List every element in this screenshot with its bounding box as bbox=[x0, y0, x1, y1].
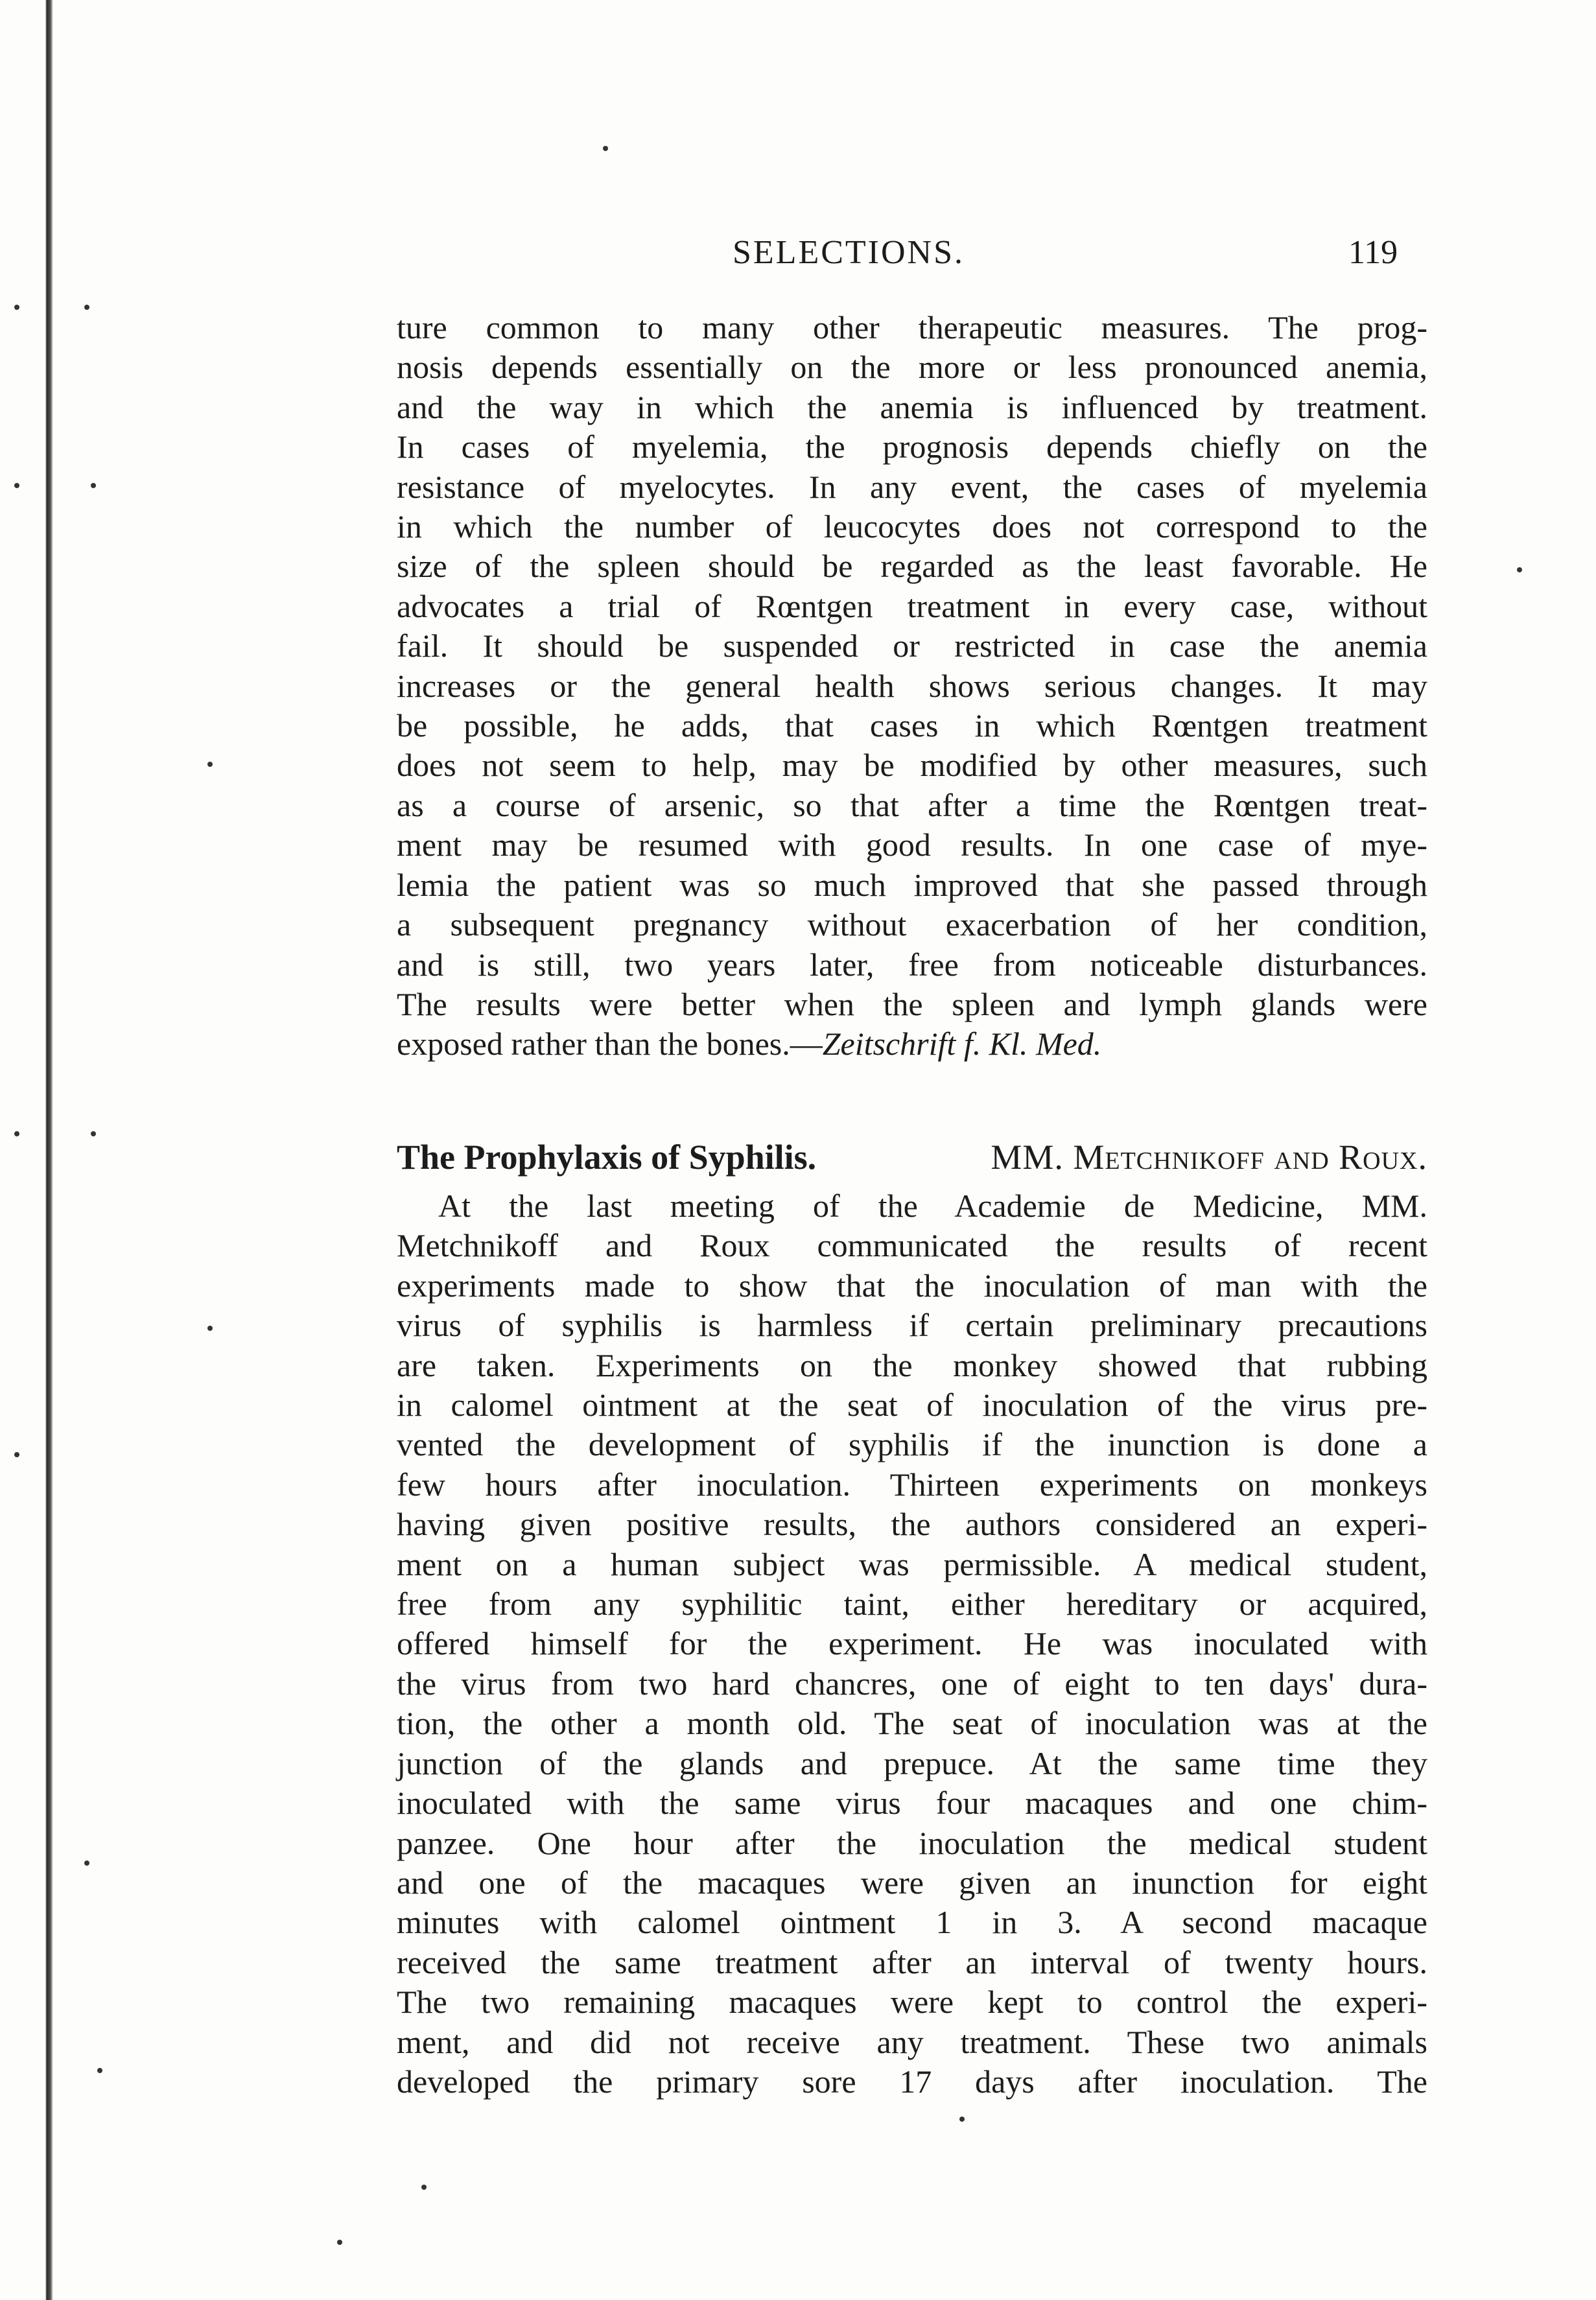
paragraph-line-text: exposed rather than the bones.— bbox=[397, 1026, 823, 1062]
running-head-title: SELECTIONS. bbox=[733, 234, 965, 271]
paragraph-line: and is still, two years later, free from noticeable disturbances. bbox=[397, 946, 1427, 983]
scan-speck bbox=[91, 1131, 96, 1136]
paragraph-line: ment, and did not receive any treatment. These two animals bbox=[397, 2023, 1427, 2060]
paragraph-line: in which the number of leucocytes does not correspond to the bbox=[397, 508, 1427, 545]
paragraph-line: free from any syphilitic taint, either hereditary or acquired, bbox=[397, 1586, 1427, 1623]
page-binding-edge bbox=[38, 0, 57, 2300]
paragraph-line: does not seem to help, may be modified by other measures, such bbox=[397, 747, 1427, 784]
paragraph-line: The two remaining macaques were kept to control the experi- bbox=[397, 1984, 1427, 2021]
paragraph-line: minutes with calomel ointment 1 in 3. A second macaque bbox=[397, 1904, 1427, 1941]
paragraph-line: a subsequent pregnancy without exacerbation of her condition, bbox=[397, 906, 1427, 943]
paragraph-line: inoculated with the same virus four macaques and one chim- bbox=[397, 1785, 1427, 1822]
scan-speck bbox=[14, 1452, 19, 1457]
scan-speck bbox=[14, 305, 19, 310]
page-number: 119 bbox=[1348, 234, 1398, 271]
paragraph-line: as a course of arsenic, so that after a time the Rœntgen treat- bbox=[397, 786, 1427, 823]
paragraph-line: The results were better when the spleen and lymph glands were bbox=[397, 985, 1427, 1022]
paragraph-line: vented the development of syphilis if the inunction is done a bbox=[397, 1426, 1427, 1463]
paragraph-line: panzee. One hour after the inoculation the medical student bbox=[397, 1824, 1427, 1861]
scan-speck bbox=[959, 2117, 965, 2122]
paragraph-line: the virus from two hard chancres, one of eight to ten days' dura- bbox=[397, 1665, 1427, 1702]
scan-speck bbox=[207, 762, 213, 767]
paragraph-line: offered himself for the experiment. He was inoculated with bbox=[397, 1625, 1427, 1662]
top-paragraph bbox=[397, 308, 1427, 1064]
paragraph-line: nosis depends essentially on the more or less pronounced anemia, bbox=[397, 349, 1427, 386]
scan-speck bbox=[207, 1326, 213, 1331]
journal-citation: Zeitschrift f. Kl. Med. bbox=[822, 1026, 1102, 1062]
paragraph-line: experiments made to show that the inoculation of man with the bbox=[397, 1267, 1427, 1304]
paragraph-line: received the same treatment after an interval of twenty hours. bbox=[397, 1943, 1427, 1980]
paragraph-line: be possible, he adds, that cases in which Rœntgen treatment bbox=[397, 707, 1427, 744]
paragraph-line: developed the primary sore 17 days after inoculation. The bbox=[397, 2063, 1427, 2100]
paragraph-line: In cases of myelemia, the prognosis depends chiefly on the bbox=[397, 428, 1427, 465]
paragraph-line: in calomel ointment at the seat of inoculation of the virus pre- bbox=[397, 1387, 1427, 1424]
scan-speck bbox=[97, 2068, 102, 2073]
scan-speck bbox=[421, 2185, 427, 2190]
paragraph-line: few hours after inoculation. Thirteen experiments on monkeys bbox=[397, 1466, 1427, 1503]
paragraph-line: lemia the patient was so much improved that she passed through bbox=[397, 866, 1427, 903]
paragraph-line: ment may be resumed with good results. In one case of mye- bbox=[397, 827, 1427, 863]
paragraph-line: tion, the other a month old. The seat of inoculation was at the bbox=[397, 1705, 1427, 1742]
paragraph-line: and one of the macaques were given an inunction for eight bbox=[397, 1864, 1427, 1901]
paragraph-line: are taken. Experiments on the monkey showed that rubbing bbox=[397, 1346, 1427, 1383]
paragraph-line: and the way in which the anemia is influenced by treatment. bbox=[397, 388, 1427, 425]
paragraph-line: fail. It should be suspended or restricted in case the anemia bbox=[397, 628, 1427, 664]
paragraph-line: increases or the general health shows serious changes. It may bbox=[397, 667, 1427, 704]
paragraph-last-line bbox=[397, 1024, 1427, 1064]
paragraph-line: ment on a human subject was permissible. A medical student, bbox=[397, 1545, 1427, 1582]
paragraph-line: resistance of myelocytes. In any event, the cases of myelemia bbox=[397, 468, 1427, 505]
paragraph-line: At the last meeting of the Academie de Medicine, MM. bbox=[438, 1188, 1427, 1224]
paragraph-line: having given positive results, the authors considered an experi- bbox=[397, 1506, 1427, 1543]
paragraph-line: ture common to many other therapeutic measures. The prog- bbox=[397, 309, 1427, 346]
section-body bbox=[397, 1186, 1427, 2102]
paragraph-line: Metchnikoff and Roux communicated the results of recent bbox=[397, 1227, 1427, 1264]
section-title: The Prophylaxis of Syphilis. bbox=[397, 1138, 817, 1177]
scan-speck bbox=[603, 146, 608, 151]
paragraph-line: junction of the glands and prepuce. At the same time they bbox=[397, 1744, 1427, 1781]
paragraph-line: virus of syphilis is harmless if certain preliminary precautions bbox=[397, 1307, 1427, 1344]
running-head bbox=[0, 233, 1596, 285]
scan-speck bbox=[14, 483, 19, 488]
scan-speck bbox=[84, 305, 89, 310]
paragraph-line: size of the spleen should be regarded as the least favorable. He bbox=[397, 548, 1427, 585]
scan-speck bbox=[1517, 567, 1522, 572]
section-authors: MM. Metchnikoff and Roux. bbox=[991, 1138, 1427, 1177]
scan-speck bbox=[84, 1860, 89, 1866]
scan-speck bbox=[14, 1131, 19, 1136]
paragraph-line: advocates a trial of Rœntgen treatment in every case, without bbox=[397, 587, 1427, 624]
section-heading bbox=[397, 1136, 1427, 1178]
scan-speck bbox=[91, 483, 96, 488]
scan-speck bbox=[337, 2240, 342, 2245]
